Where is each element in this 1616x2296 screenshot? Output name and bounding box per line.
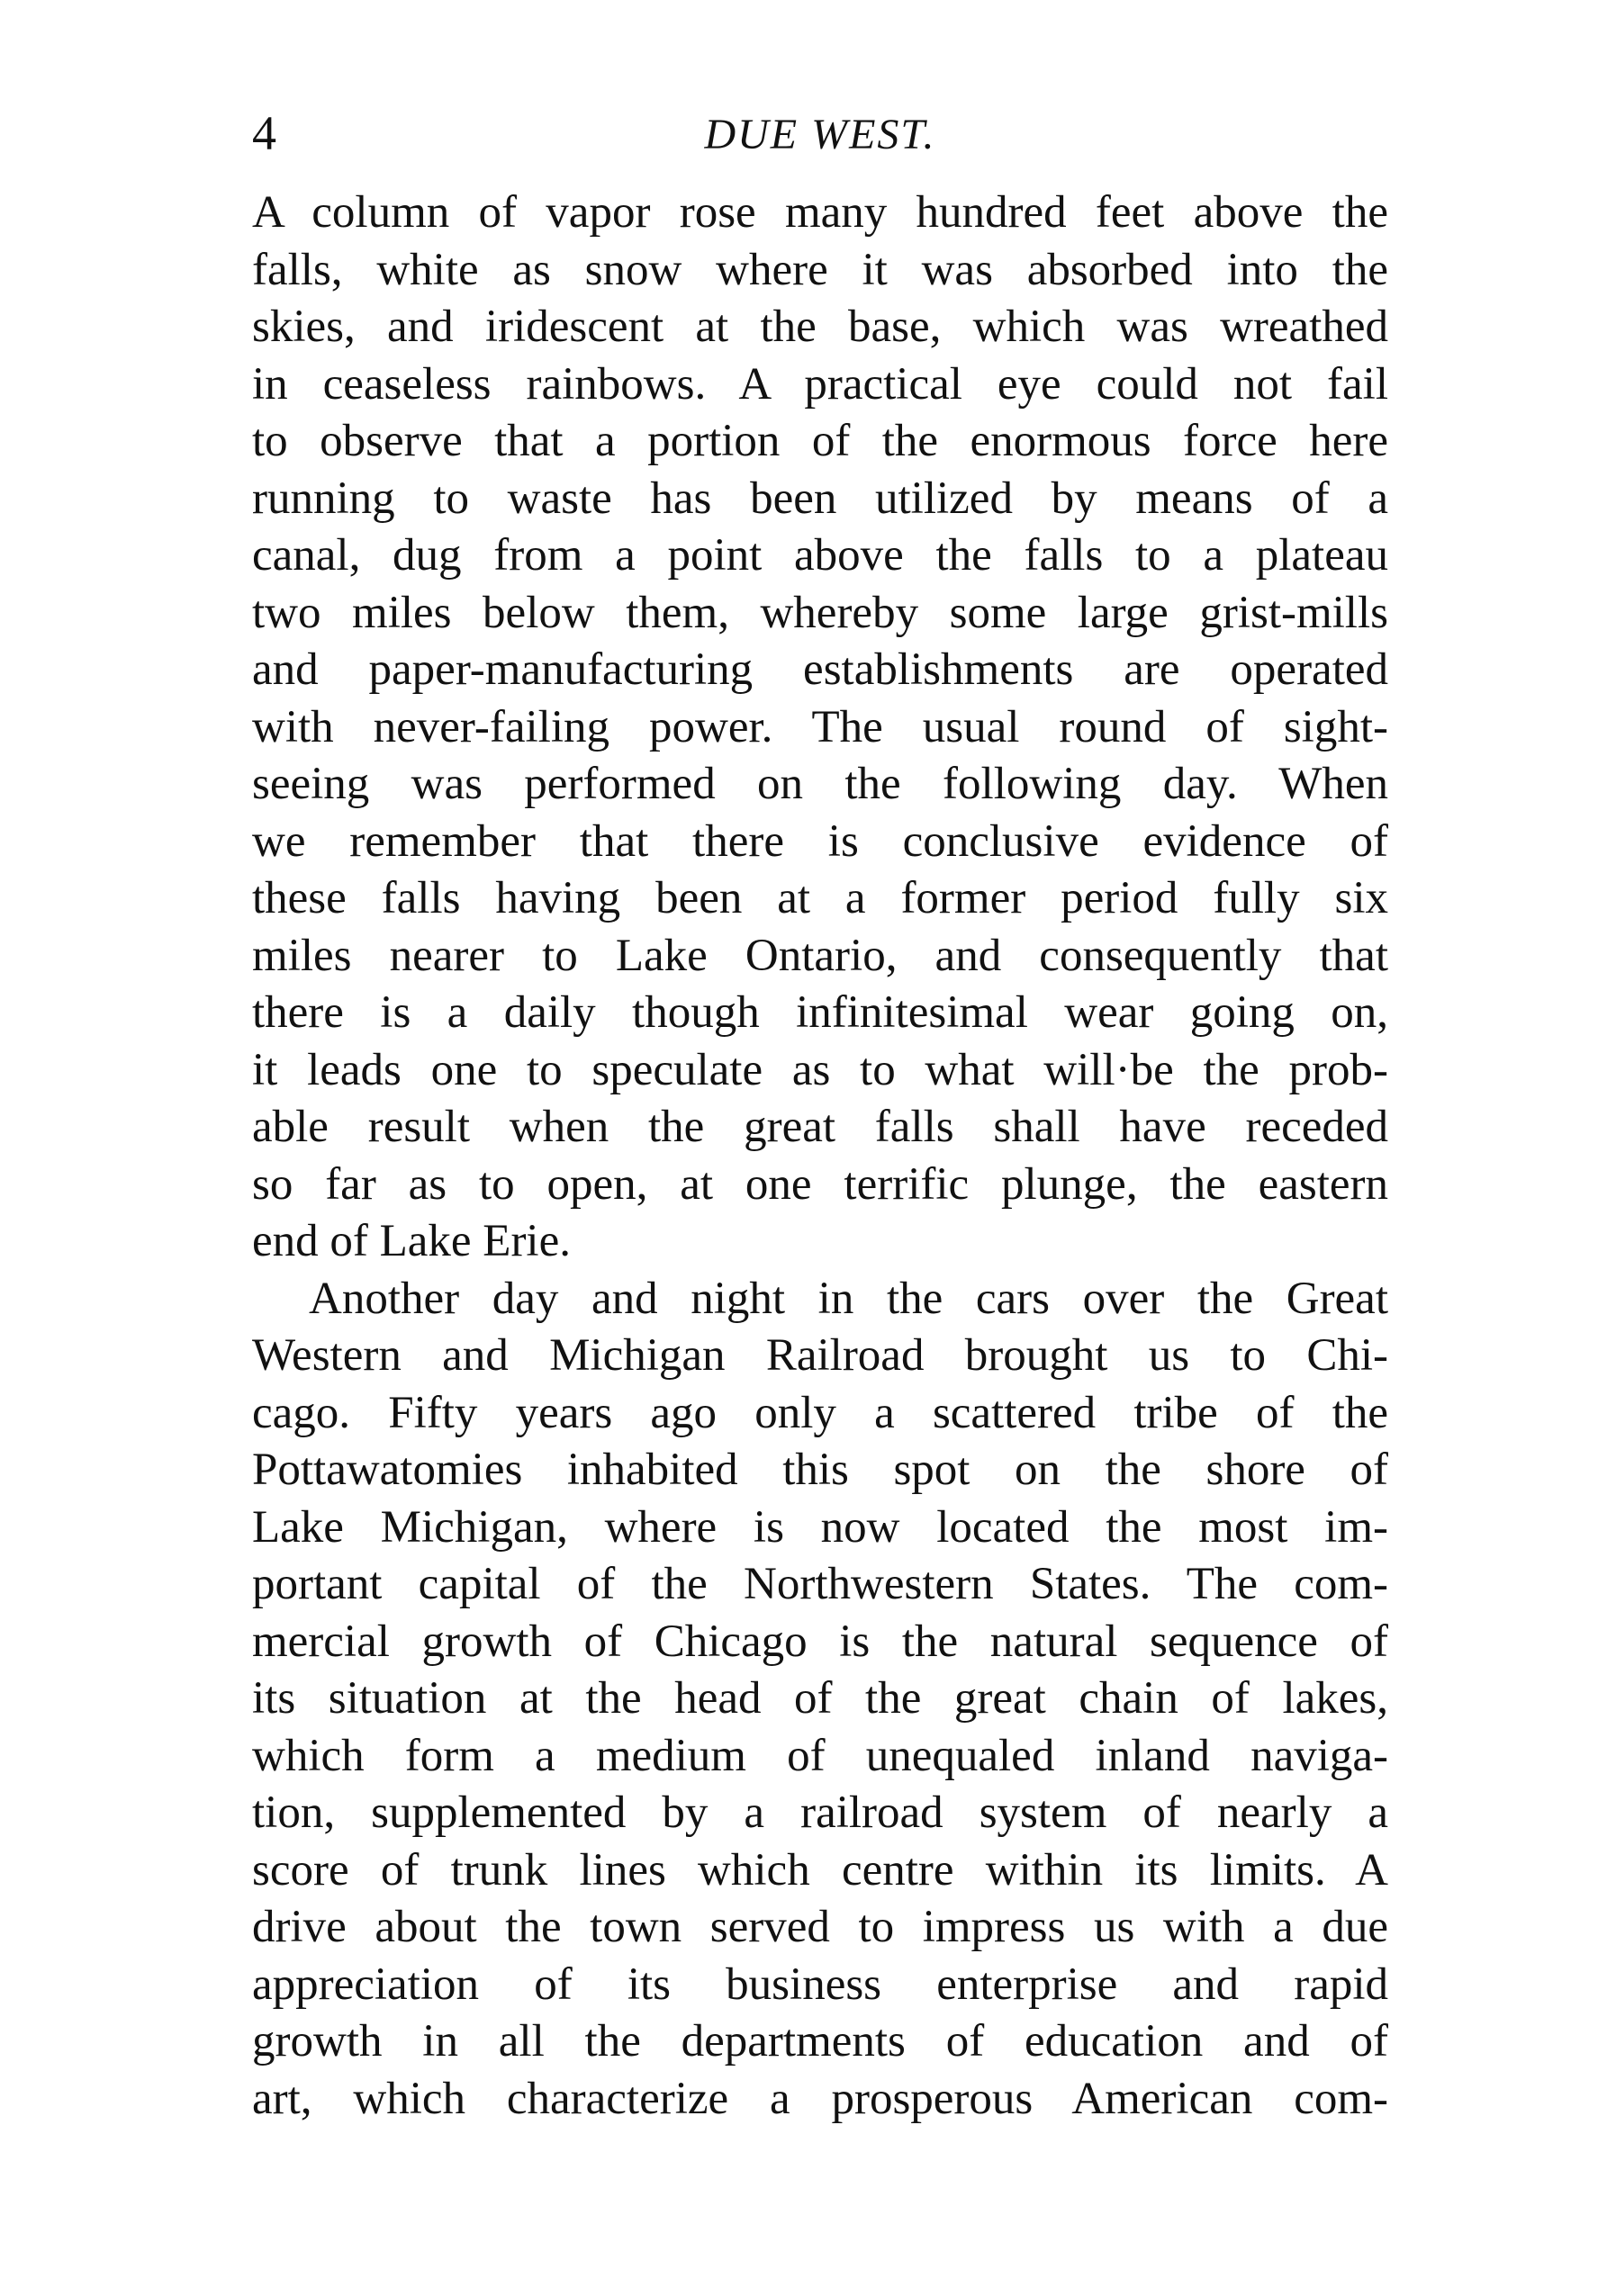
text-line: there is a daily though infinitesimal wear going on,	[252, 987, 1388, 1038]
text-line: miles nearer to Lake Ontario, and consequently that	[252, 930, 1388, 981]
text-line: running to waste has been utilized by means of a	[252, 473, 1388, 524]
text-line: and paper-manufacturing establishments are operated	[252, 644, 1388, 695]
text-line: mercial growth of Chicago is the natural sequence of	[252, 1616, 1388, 1667]
text-line: Another day and night in the cars over the Great	[309, 1273, 1388, 1324]
text-line: with never-failing power. The usual round of sight-	[252, 701, 1388, 752]
text-line: Lake Michigan, where is now located the most im-	[252, 1501, 1388, 1553]
text-line: portant capital of the Northwestern States. The com-	[252, 1559, 1388, 1609]
paragraph	[252, 185, 1388, 1271]
text-line: its situation at the head of the great chain of lakes,	[252, 1673, 1388, 1724]
text-line: tion, supplemented by a railroad system of nearly a	[252, 1787, 1388, 1838]
text-line: growth in all the departments of education and of	[252, 2016, 1388, 2066]
text-line: score of trunk lines which centre within its limits. A	[252, 1844, 1388, 1895]
body-text	[252, 185, 1388, 2128]
text-line: drive about the town served to impress us with a due	[252, 1902, 1388, 1952]
text-line: able result when the great falls shall have receded	[252, 1102, 1388, 1152]
paragraph	[252, 1271, 1388, 2129]
text-line: two miles below them, whereby some large grist-mills	[252, 587, 1388, 638]
text-line: canal, dug from a point above the falls to a plateau	[252, 530, 1388, 581]
text-line: which form a medium of unequaled inland naviga-	[252, 1730, 1388, 1781]
text-line: falls, white as snow where it was absorbed into the	[252, 244, 1388, 295]
text-line: skies, and iridescent at the base, which was wreathed	[252, 302, 1388, 352]
text-line: it leads one to speculate as to what will·be the prob-	[252, 1044, 1388, 1095]
page-number: 4	[252, 106, 276, 160]
text-line: in ceaseless rainbows. A practical eye could not fail	[252, 358, 1388, 410]
text-line: appreciation of its business enterprise and rapid	[252, 1958, 1388, 2010]
text-line: Pottawatomies inhabited this spot on the shore of	[252, 1445, 1388, 1495]
text-line: so far as to open, at one terrific plunge, the eastern	[252, 1158, 1388, 1210]
text-line: seeing was performed on the following day. When	[252, 759, 1388, 809]
text-line: we remember that there is conclusive evidence of	[252, 815, 1388, 867]
text-line: A column of vapor rose many hundred feet above the	[252, 187, 1388, 238]
running-head: DUE WEST.	[704, 111, 936, 158]
text-line: cago. Fifty years ago only a scattered tribe of the	[252, 1387, 1388, 1438]
page-header	[252, 106, 1388, 169]
text-line: art, which characterize a prosperous American com-	[252, 2073, 1388, 2124]
text-line: these falls having been at a former period fully six	[252, 873, 1388, 923]
text-line: to observe that a portion of the enormous force here	[252, 416, 1388, 466]
text-line: end of Lake Erie.	[252, 1216, 571, 1266]
text-line: Western and Michigan Railroad brought us to Chi-	[252, 1330, 1388, 1381]
